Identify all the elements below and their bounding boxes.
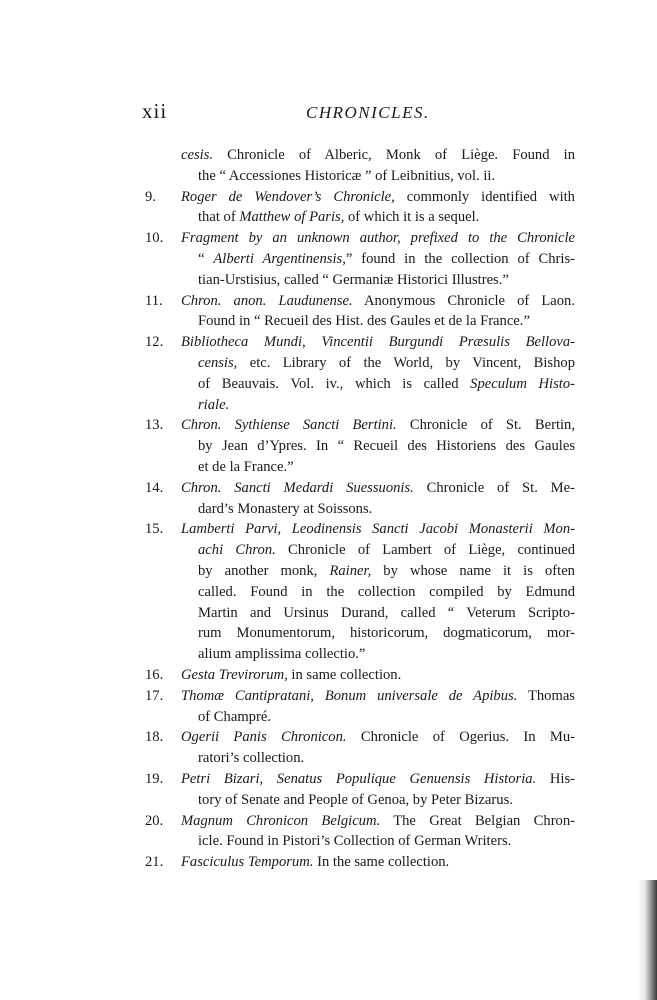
entry-text: of which it is a sequel. xyxy=(344,209,480,226)
entry-line xyxy=(181,748,575,769)
page-edge-shadow xyxy=(637,880,657,1000)
entry-number: 9. xyxy=(145,188,156,205)
entry-line xyxy=(181,249,575,270)
italic-title: cesis. xyxy=(181,147,214,163)
list-item xyxy=(145,291,575,333)
italic-title: Matthew of Paris, xyxy=(239,209,345,226)
entry-text: commonly identified with xyxy=(394,188,575,205)
entry-text: by another monk, xyxy=(198,562,330,579)
list-item xyxy=(145,686,575,728)
entry-number: 11. xyxy=(145,292,163,309)
list-item xyxy=(145,519,575,665)
entry-line xyxy=(181,478,575,499)
italic-title: Speculum Histo- xyxy=(470,375,576,392)
list-item xyxy=(145,415,575,477)
entry-line xyxy=(181,686,575,707)
entry-line xyxy=(181,395,575,416)
italic-title: Bibliotheca Mundi, Vincentii Burgundi Præsulis Bellova- xyxy=(181,334,575,351)
entry-line xyxy=(181,166,575,187)
entry-text: In the same collection. xyxy=(313,854,450,871)
list-item xyxy=(145,727,575,769)
entry-text: Chronicle of St. Me- xyxy=(413,479,575,496)
entry-text: Chronicle of St. Bertin, xyxy=(396,417,576,434)
italic-title: Roger de Wendover’s Chronicle, xyxy=(181,188,395,205)
entry-line xyxy=(181,207,575,228)
entry-text: et de la France.” xyxy=(198,458,294,475)
italic-title: Petri Bizari, Senatus Populique Genuensis Historia. xyxy=(181,770,537,787)
entry-text: by whose name it is often xyxy=(371,562,575,579)
entry-line xyxy=(181,499,575,520)
list-item xyxy=(145,478,575,520)
entry-line xyxy=(181,831,575,852)
italic-title: censis, xyxy=(198,354,238,371)
entry-text: His- xyxy=(536,770,575,787)
entry-text: ratori’s collection. xyxy=(198,750,305,767)
entry-text: Chronicle of Alberic, Monk of Liège. Found in xyxy=(213,147,575,163)
italic-title: Gesta Trevirorum, xyxy=(181,666,288,683)
entry-text: in same collection. xyxy=(287,666,402,683)
entry-number: 13. xyxy=(145,417,164,434)
entry-line xyxy=(181,644,575,665)
entry-text: “ xyxy=(198,250,214,267)
italic-title: achi Chron. xyxy=(198,542,276,559)
entry-line xyxy=(181,540,575,561)
entry-text: by Jean d’Ypres. In “ Recueil des Historiens des Gaules xyxy=(198,438,575,455)
entry-line xyxy=(181,561,575,582)
entry-text: that of xyxy=(198,209,240,226)
entry-line xyxy=(181,353,575,374)
entry-text: Chronicle of Ogerius. In Mu- xyxy=(346,729,575,746)
entry-text: of Beauvais. Vol. iv., which is called xyxy=(198,375,471,392)
list-item xyxy=(145,228,575,290)
list-item xyxy=(145,332,575,415)
italic-title: Chron. Sancti Medardi Suessuonis. xyxy=(181,479,414,496)
entry-number: 17. xyxy=(145,687,164,704)
entry-line xyxy=(181,707,575,728)
italic-title: Thomæ Cantipratani, Bonum universale de Apibus. xyxy=(181,687,518,704)
list-item xyxy=(145,187,575,229)
entry-text: Chronicle of Lambert of Liège, continued xyxy=(275,542,576,559)
entry-number: 14. xyxy=(145,479,164,496)
entry-text: called. Found in the collection compiled by Edmund xyxy=(198,583,575,600)
italic-title: Alberti Argentinensis, xyxy=(213,250,346,267)
entry-line xyxy=(181,457,575,478)
entry-line xyxy=(181,852,575,873)
entry-number: 10. xyxy=(145,230,164,247)
list-item xyxy=(145,145,575,187)
list-item xyxy=(145,665,575,686)
italic-title: Magnum Chronicon Belgicum. xyxy=(181,812,381,829)
italic-title: Chron. anon. Laudunense. xyxy=(181,292,353,309)
italic-title: Lamberti Parvi, Leodinensis Sancti Jacobi Monasterii Mon- xyxy=(181,521,575,538)
entry-text: icle. Found in Pistori’s Collection of German Writers. xyxy=(198,833,512,850)
entry-line xyxy=(181,790,575,811)
list-item xyxy=(145,769,575,811)
entry-text: rum Monumentorum, historicorum, dogmaticorum, mor- xyxy=(198,625,575,642)
entry-text: tory of Senate and People of Genoa, by Peter Bizarus. xyxy=(198,791,513,808)
entry-line xyxy=(181,228,575,249)
entry-number: 20. xyxy=(145,812,164,829)
entry-text: The Great Belgian Chron- xyxy=(380,812,576,829)
list-item xyxy=(145,811,575,853)
entry-number: 19. xyxy=(145,770,164,787)
entry-text: the “ Accessiones Historicæ ” of Leibnitius, vol. ii. xyxy=(198,167,496,184)
page-number: xii xyxy=(142,99,168,123)
entry-line xyxy=(181,187,575,208)
italic-title: Fragment by an unknown author, prefixed to the Chronicle xyxy=(181,230,575,247)
entry-number: 16. xyxy=(145,666,164,683)
entry-line xyxy=(181,582,575,603)
entry-line xyxy=(181,270,575,291)
entry-number: 15. xyxy=(145,521,164,538)
running-head: CHRONICLES. xyxy=(306,103,430,122)
entry-number: 12. xyxy=(145,334,164,351)
entry-line xyxy=(181,727,575,748)
entry-line xyxy=(181,769,575,790)
list-item xyxy=(145,852,575,873)
entry-line xyxy=(181,519,575,540)
entry-text: dard’s Monastery at Soissons. xyxy=(198,500,373,517)
entry-line xyxy=(181,332,575,353)
italic-title: riale. xyxy=(198,396,230,413)
italic-title: Fasciculus Temporum. xyxy=(181,854,314,871)
italic-title: Chron. Sythiense Sancti Bertini. xyxy=(181,417,397,434)
entry-line xyxy=(181,436,575,457)
entry-line xyxy=(181,145,575,166)
entry-text: Martin and Ursinus Durand, called “ Veterum Scripto- xyxy=(198,604,575,621)
entry-line xyxy=(181,415,575,436)
entry-line xyxy=(181,811,575,832)
entry-text: Anonymous Chronicle of Laon. xyxy=(352,292,575,309)
entry-line xyxy=(181,665,575,686)
entry-text: ” found in the collection of Chris- xyxy=(345,250,575,267)
entry-text: etc. Library of the World, by Vincent, Bishop xyxy=(237,354,575,371)
entry-line xyxy=(181,291,575,312)
entry-line xyxy=(181,311,575,332)
entry-text: of Champré. xyxy=(198,708,271,725)
entry-number: 21. xyxy=(145,854,164,871)
italic-title: Ogerii Panis Chronicon. xyxy=(181,729,347,746)
entry-text: Thomas xyxy=(517,687,575,704)
entry-line xyxy=(181,374,575,395)
entry-text: alium amplissima collectio.” xyxy=(198,646,366,663)
entry-line xyxy=(181,603,575,624)
entry-number: 18. xyxy=(145,729,164,746)
entry-line xyxy=(181,623,575,644)
chronicle-list xyxy=(145,145,575,873)
entry-text: Found in “ Recueil des Hist. des Gaules et de la France.” xyxy=(198,313,530,330)
entry-text: tian-Urstisius, called “ Germaniæ Historici Illustres.” xyxy=(198,271,509,288)
italic-title: Rainer, xyxy=(329,562,372,579)
